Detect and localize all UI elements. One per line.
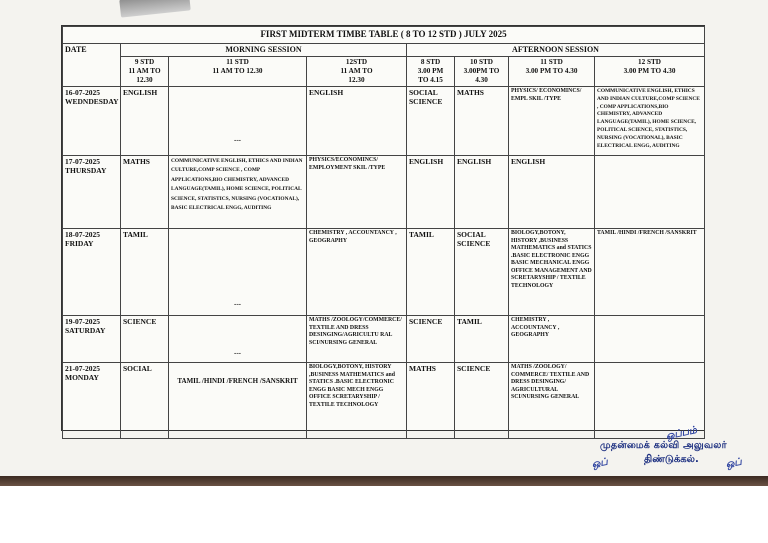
subject-cell: TAMIL [407,229,455,316]
subject-cell: BIOLOGY,BOTONY, HISTORY ,BUSINESS MATHEMATICS and STATICS .BASIC ELECTRONIC ENGG BASIC MECHANICAL ENGG OFFICE MANAGEMENT AND SCRETARYSHIP / TEXTILE TECHNOLOGY [509,229,595,316]
date-cell: 17-07-2025 THURSDAY [63,156,121,229]
subject-cell: BIOLOGY,BOTONY, HISTORY ,BUSINESS MATHEMATICS and STATICS .BASIC ELECTRONIC ENGG BASIC MECH ENGG OFFICE SCRETARYSHIP / TEXTILE TECHNOLOGY [307,363,407,439]
subject-cell: COMMUNICATIVE ENGLISH, ETHICS AND INDIAN CULTURE,COMP SCIENCE , COMP APPLICATIONS,BIO CHEMISTRY, ADVANCED LANGUAGE(TAMIL), HOME SCIENCE, POLITICAL SCIENCE, STATISTICS, NURSING (VOCATIONAL), BASIC ELECTRICAL ENGG, AUDITING [595,87,705,156]
subject-cell [595,316,705,363]
signature-mark: ஒப்பம் [665,424,699,443]
column-header: 8 STD 3.00 PM TO 4.15 [407,57,455,87]
subject-cell: SCIENCE [455,363,509,439]
subject-cell: --- [169,316,307,363]
subject-cell: TAMIL /HINDI /FRENCH /SANSKRIT [595,229,705,316]
subject-cell: ENGLISH [509,156,595,229]
subject-cell: PHYSICS/ ECONOMINCS/ EMPL SKIL /TYPE [509,87,595,156]
column-header: 12 STD 3.00 PM TO 4.30 [595,57,705,87]
seal-line-officer: முதன்மைக் கல்வி அலுவலர் [600,440,727,451]
subject-cell: CHEMISTRY , ACCOUNTANCY , GEOGRAPHY [509,316,595,363]
subject-cell: SCIENCE [121,316,169,363]
subject-cell: TAMIL /HINDI /FRENCH /SANSKRIT [169,363,307,439]
subject-cell: SOCIAL SCIENCE [455,229,509,316]
signature-mark: ஒப் [725,456,743,471]
subject-cell: ENGLISH [121,87,169,156]
subject-cell: MATHS [455,87,509,156]
paper-clip [119,0,190,18]
column-header: 11 STD 11 AM TO 12.30 [169,57,307,87]
subject-cell: SCIENCE [407,316,455,363]
subject-cell: MATHS /ZOOLOGY/ COMMERCE/ TEXTILE AND DRESS DESINGING/ AGRICULTURAL SCI/NURSING GENERAL [509,363,595,439]
seal-line-place: திண்டுக்கல். [644,454,699,465]
subject-cell: ENGLISH [407,156,455,229]
date-cell: 21-07-2025 MONDAY [63,363,121,439]
table-row [63,363,705,439]
subject-cell: MATHS [121,156,169,229]
afternoon-session-header: AFTERNOON SESSION [407,44,705,57]
subject-cell: MATHS [407,363,455,439]
subject-cell: ENGLISH [455,156,509,229]
morning-session-header: MORNING SESSION [121,44,407,57]
table-row [63,316,705,363]
date-cell: 16-07-2025 WEDNDESDAY [63,87,121,156]
subject-cell: SOCIAL [121,363,169,439]
official-seal [591,424,760,480]
subject-cell [595,156,705,229]
timetable-grid [62,26,705,439]
table-row [63,156,705,229]
table-row [63,87,705,156]
timetable [61,25,705,431]
date-cell: 19-07-2025 SATURDAY [63,316,121,363]
subject-cell: SOCIAL SCIENCE [407,87,455,156]
signature-mark: ஒப் [591,456,609,471]
subject-cell: PHYSICS/ECONOMINCS/ EMPLOYMENT SKIL /TYPE [307,156,407,229]
page-title: FIRST MIDTERM TIMBE TABLE ( 8 TO 12 STD ) JULY 2025 [63,27,705,44]
subject-cell: ENGLISH [307,87,407,156]
subject-cell: --- [169,229,307,316]
date-cell: 18-07-2025 FRIDAY [63,229,121,316]
subject-cell: TAMIL [121,229,169,316]
column-header: 9 STD 11 AM TO 12.30 [121,57,169,87]
subject-cell: CHEMISTRY , ACCOUNTANCY , GEOGRAPHY [307,229,407,316]
scan-edge [0,476,768,486]
subject-cell: TAMIL [455,316,509,363]
subject-cell: MATHS /ZOOLOGY/COMMERCE/ TEXTILE AND DRESS DESINGING/AGRICULTU RAL SCI/NURSING GENERAL [307,316,407,363]
column-header: 10 STD 3.00PM TO 4.30 [455,57,509,87]
date-header: DATE [63,44,121,87]
subject-cell: --- [169,87,307,156]
subject-cell: COMMUNICATIVE ENGLISH, ETHICS AND INDIAN CULTURE,COMP SCIENCE , COMP APPLICATIONS,BIO CHEMISTRY, ADVANCED LANGUAGE(TAMIL), HOME SCIENCE, POLITICAL SCIENCE, STATISTICS, NURSING (VOCATIONAL), BASIC ELECTRICAL ENGG, AUDITING [169,156,307,229]
column-header: 11 STD 3.00 PM TO 4.30 [509,57,595,87]
column-header: 12STD 11 AM TO 12.30 [307,57,407,87]
table-row [63,229,705,316]
